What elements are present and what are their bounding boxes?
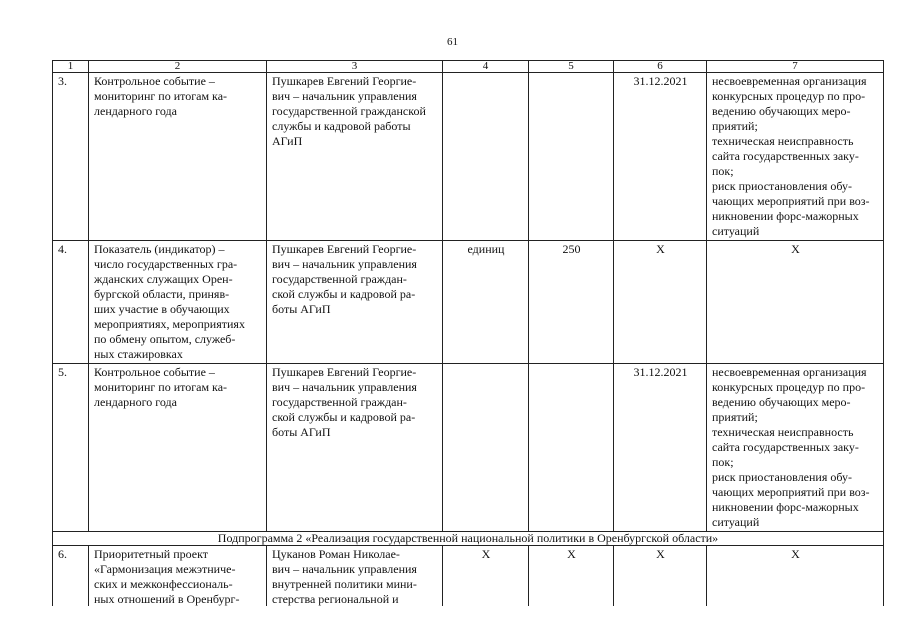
cell-text-line: ситуаций xyxy=(712,515,760,529)
risk-cell xyxy=(707,546,884,607)
cell-text-line: мониторинг по итогам ка- xyxy=(94,380,228,394)
cell-text-line: вич – начальник управления xyxy=(272,89,417,103)
cell-text-line: ных стажировках xyxy=(94,347,183,361)
cell-text-line: никновении форс-мажорных xyxy=(712,209,859,223)
header-row xyxy=(53,61,884,73)
section-title: Подпрограмма 2 «Реализация государственной национальной политики в Оренбургской области» xyxy=(53,532,884,546)
value-cell xyxy=(529,73,614,241)
cell-text-line: число государственных гра- xyxy=(94,257,238,271)
date-cell xyxy=(614,546,707,607)
cell-text-line: ских и межконфессиональ- xyxy=(94,577,233,591)
cell-text-line: мероприятиях, мероприятиях xyxy=(94,317,245,331)
cell-text-line: ведению обучающих меро- xyxy=(712,395,851,409)
column-number-7: 7 xyxy=(707,61,884,73)
row-number-cell xyxy=(53,546,89,607)
cell-text-line: Контрольное событие – xyxy=(94,74,215,88)
column-number-4: 4 xyxy=(443,61,529,73)
date-cell xyxy=(614,241,707,364)
cell-text-line: 31.12.2021 xyxy=(633,74,688,88)
table-row xyxy=(53,546,884,607)
cell-text-line: 6. xyxy=(58,547,67,561)
table-row xyxy=(53,73,884,241)
event-name-cell xyxy=(89,546,267,607)
page-number: 61 xyxy=(447,36,458,48)
cell-text-line: приятий; xyxy=(712,410,758,424)
column-number-1: 1 xyxy=(53,61,89,73)
cell-text-line: X xyxy=(656,547,665,561)
event-name-cell xyxy=(89,73,267,241)
event-name-cell xyxy=(89,241,267,364)
cell-text-line: X xyxy=(791,242,800,256)
cell-text-line: вич – начальник управления xyxy=(272,562,417,576)
cell-text-line: ведению обучающих меро- xyxy=(712,104,851,118)
cell-text-line: стерства региональной и xyxy=(272,592,399,606)
column-number-3: 3 xyxy=(267,61,443,73)
cell-text-line: ших участие в обучающих xyxy=(94,302,230,316)
date-cell xyxy=(614,364,707,532)
value-cell xyxy=(529,241,614,364)
table-row xyxy=(53,241,884,364)
cell-text-line: лендарного года xyxy=(94,395,177,409)
cell-text-line: сайта государственных заку- xyxy=(712,440,859,454)
cell-text-line: государственной граждан- xyxy=(272,272,407,286)
cell-text-line: службы и кадровой работы xyxy=(272,119,411,133)
cell-text-line: Пушкарев Евгений Георгие- xyxy=(272,365,417,379)
cell-text-line: риск приостановления обу- xyxy=(712,470,853,484)
table-container xyxy=(52,60,884,606)
section-row xyxy=(53,532,884,546)
cell-text-line: техническая неисправность xyxy=(712,425,854,439)
cell-text-line: конкурсных процедур по про- xyxy=(712,89,866,103)
cell-text-line: никновении форс-мажорных xyxy=(712,500,859,514)
event-name-cell xyxy=(89,364,267,532)
cell-text-line: бургской области, приняв- xyxy=(94,287,230,301)
table-body xyxy=(53,73,884,607)
unit-cell xyxy=(443,241,529,364)
responsible-cell xyxy=(267,241,443,364)
unit-cell xyxy=(443,364,529,532)
cell-text-line: X xyxy=(567,547,576,561)
responsible-cell xyxy=(267,364,443,532)
risk-cell xyxy=(707,73,884,241)
cell-text-line: ской службы и кадровой ра- xyxy=(272,287,416,301)
table-row xyxy=(53,364,884,532)
cell-text-line: Приоритетный проект xyxy=(94,547,209,561)
cell-text-line: жданских служащих Орен- xyxy=(94,272,233,286)
cell-text-line: Контрольное событие – xyxy=(94,365,215,379)
cell-text-line: X xyxy=(791,547,800,561)
cell-text-line: пок; xyxy=(712,455,734,469)
cell-text-line: чающих мероприятий при воз- xyxy=(712,194,870,208)
risk-cell xyxy=(707,364,884,532)
plan-table xyxy=(52,60,884,606)
cell-text-line: АГиП xyxy=(272,134,303,148)
cell-text-line: государственной граждан- xyxy=(272,395,407,409)
cell-text-line: вич – начальник управления xyxy=(272,380,417,394)
risk-cell xyxy=(707,241,884,364)
cell-text-line: чающих мероприятий при воз- xyxy=(712,485,870,499)
cell-text-line: пок; xyxy=(712,164,734,178)
cell-text-line: несвоевременная организация xyxy=(712,74,867,88)
cell-text-line: по обмену опытом, служеб- xyxy=(94,332,236,346)
cell-text-line: Показатель (индикатор) – xyxy=(94,242,225,256)
column-number-6: 6 xyxy=(614,61,707,73)
cell-text-line: «Гармонизация межэтниче- xyxy=(94,562,236,576)
column-number-5: 5 xyxy=(529,61,614,73)
cell-text-line: несвоевременная организация xyxy=(712,365,867,379)
cell-text-line: 5. xyxy=(58,365,67,379)
cell-text-line: ситуаций xyxy=(712,224,760,238)
cell-text-line: ных отношений в Оренбург- xyxy=(94,592,240,606)
row-number-cell xyxy=(53,73,89,241)
cell-text-line: 3. xyxy=(58,74,67,88)
cell-text-line: внутренней политики мини- xyxy=(272,577,417,591)
unit-cell xyxy=(443,546,529,607)
value-cell xyxy=(529,546,614,607)
cell-text-line: Пушкарев Евгений Георгие- xyxy=(272,242,417,256)
responsible-cell xyxy=(267,546,443,607)
cell-text-line: X xyxy=(481,547,491,561)
cell-text-line: X xyxy=(656,242,665,256)
cell-text-line: мониторинг по итогам ка- xyxy=(94,89,228,103)
cell-text-line: боты АГиП xyxy=(272,302,331,316)
cell-text-line: техническая неисправность xyxy=(712,134,854,148)
cell-text-line: 4. xyxy=(58,242,67,256)
cell-text-line: Пушкарев Евгений Георгие- xyxy=(272,74,417,88)
unit-cell xyxy=(443,73,529,241)
cell-text-line: единиц xyxy=(467,242,505,256)
cell-text-line: 31.12.2021 xyxy=(633,365,688,379)
cell-text-line: сайта государственных заку- xyxy=(712,149,859,163)
cell-text-line: конкурсных процедур по про- xyxy=(712,380,866,394)
row-number-cell xyxy=(53,241,89,364)
value-cell xyxy=(529,364,614,532)
cell-text-line: ской службы и кадровой ра- xyxy=(272,410,416,424)
row-number-cell xyxy=(53,364,89,532)
cell-text-line: Цуканов Роман Николае- xyxy=(272,547,400,561)
cell-text-line: государственной гражданской xyxy=(272,104,426,118)
cell-text-line: 250 xyxy=(562,242,581,256)
cell-text-line: риск приостановления обу- xyxy=(712,179,853,193)
column-number-2: 2 xyxy=(89,61,267,73)
cell-text-line: вич – начальник управления xyxy=(272,257,417,271)
responsible-cell xyxy=(267,73,443,241)
cell-text-line: лендарного года xyxy=(94,104,177,118)
cell-text-line: боты АГиП xyxy=(272,425,331,439)
cell-text-line: приятий; xyxy=(712,119,758,133)
date-cell xyxy=(614,73,707,241)
